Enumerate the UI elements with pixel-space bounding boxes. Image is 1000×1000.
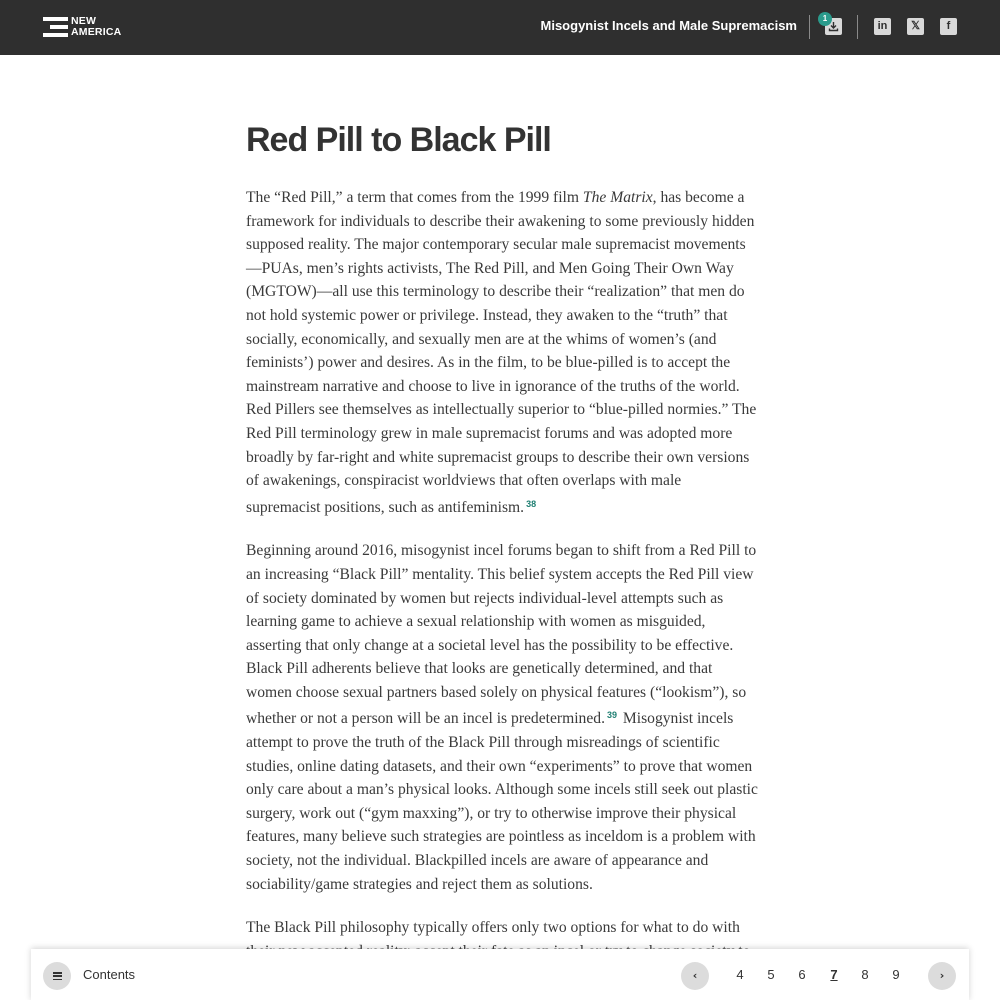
linkedin-share-button[interactable] <box>874 18 891 35</box>
menu-icon <box>53 972 62 980</box>
logo-mark-icon <box>43 17 68 37</box>
footnote-link-39[interactable]: 39 <box>606 710 617 721</box>
logo-text <box>71 16 121 38</box>
twitter-share-button[interactable] <box>907 18 924 35</box>
contents-menu-button[interactable] <box>43 962 71 990</box>
report-title-link[interactable]: Misogynist Incels and Male Supremacism <box>540 18 797 33</box>
film-title: The Matrix <box>582 189 653 206</box>
page-title: Red Pill to Black Pill <box>246 121 551 159</box>
logo-line2: AMERICA <box>71 26 122 38</box>
paragraph-1-text-b: , has become a framework for individuals to describe their awakening to some previously hidden supposed reality. The major contemporary secular male supremacist movements—PUAs, men’s rights activists, The Red Pill, and Men Going Their Own Way (MGTOW)—all use this terminology to describe their “realization” that men do not hold systemic power or privilege. Instead, they awaken to the “truth” that socially, economically, and sexually men are at the whims of women’s (and feminists’) power and desires. As in the film, to be blue-pilled is to accept the mainstream narrative and choose to live in ignorance of the truths of the world. Red Pillers see themselves as intellectually superior to “blue-pilled normies.” The Red Pill terminology grew in male supremacist forums and was adopted more broadly by far-right and white supremacist groups to describe their own versions of awakenings, conspiracist worldviews that often overlaps with male supremacist positions, such as antifeminism. <box>246 189 757 516</box>
paragraph-2-text-a: Beginning around 2016, misogynist incel forums began to shift from a Red Pill to an increasing “Black Pill” mentality. This belief system accepts the Red Pill view of society dominated by women but rejects individual-level attempts such as learning game to achieve a sexual relationship with women as misguided, asserting that only change at a societal level has the possibility to be effective. Black Pill adherents believe that looks are genetically determined, and that women choose sexual partners based solely on physical features (“lookism”), so whether or not a person will be an incel is predetermined. <box>246 542 757 728</box>
page-link-4[interactable]: 4 <box>736 967 744 982</box>
chevron-left-icon: ‹ <box>692 969 698 982</box>
footnote-link-38[interactable]: 38 <box>526 498 537 509</box>
linkedin-icon: in <box>877 20 888 32</box>
page-link-7-current[interactable]: 7 <box>830 967 838 982</box>
divider <box>857 15 858 39</box>
download-count-badge: 1 <box>818 12 832 26</box>
paragraph-3: The Black Pill philosophy typically offers only two options for what to do with <box>246 919 740 937</box>
facebook-share-button[interactable] <box>940 18 957 35</box>
new-america-logo[interactable] <box>43 16 121 38</box>
chevron-right-icon: › <box>939 969 945 982</box>
twitter-x-icon: 𝕏 <box>911 20 920 32</box>
page-link-9[interactable]: 9 <box>892 967 900 982</box>
paragraph-1-text-a: The “Red Pill,” a term that comes from the 1999 film <box>246 189 583 206</box>
next-page-button[interactable] <box>928 962 956 990</box>
divider <box>809 15 810 39</box>
previous-page-button[interactable] <box>681 962 709 990</box>
paragraph-2 <box>246 539 758 896</box>
top-bar <box>0 0 1000 55</box>
article-body <box>246 118 758 987</box>
paragraph-2-text-b: Misogynist incels attempt to prove the truth of the Black Pill through misreadings of scientific studies, online dating datasets, and their own “experiments” to prove that women only care about a man’s physical looks. Although some incels still seek out plastic surgery, work out (“gym maxxing”), or try to otherwise improve their physical features, many believe such strategies are pointless as inceldom is a problem with society, not the individual. Blackpilled incels are aware of appearance and sociability/game strategies and reject them as solutions. <box>246 710 758 893</box>
contents-label[interactable]: Contents <box>83 967 136 982</box>
page-link-6[interactable]: 6 <box>798 967 806 982</box>
paragraph-1 <box>246 186 758 519</box>
page-link-8[interactable]: 8 <box>861 967 869 982</box>
facebook-icon: f <box>946 20 951 32</box>
logo-line1: NEW <box>71 15 97 27</box>
chapter-navigation-bar <box>31 949 969 1000</box>
page-link-5[interactable]: 5 <box>767 967 775 982</box>
